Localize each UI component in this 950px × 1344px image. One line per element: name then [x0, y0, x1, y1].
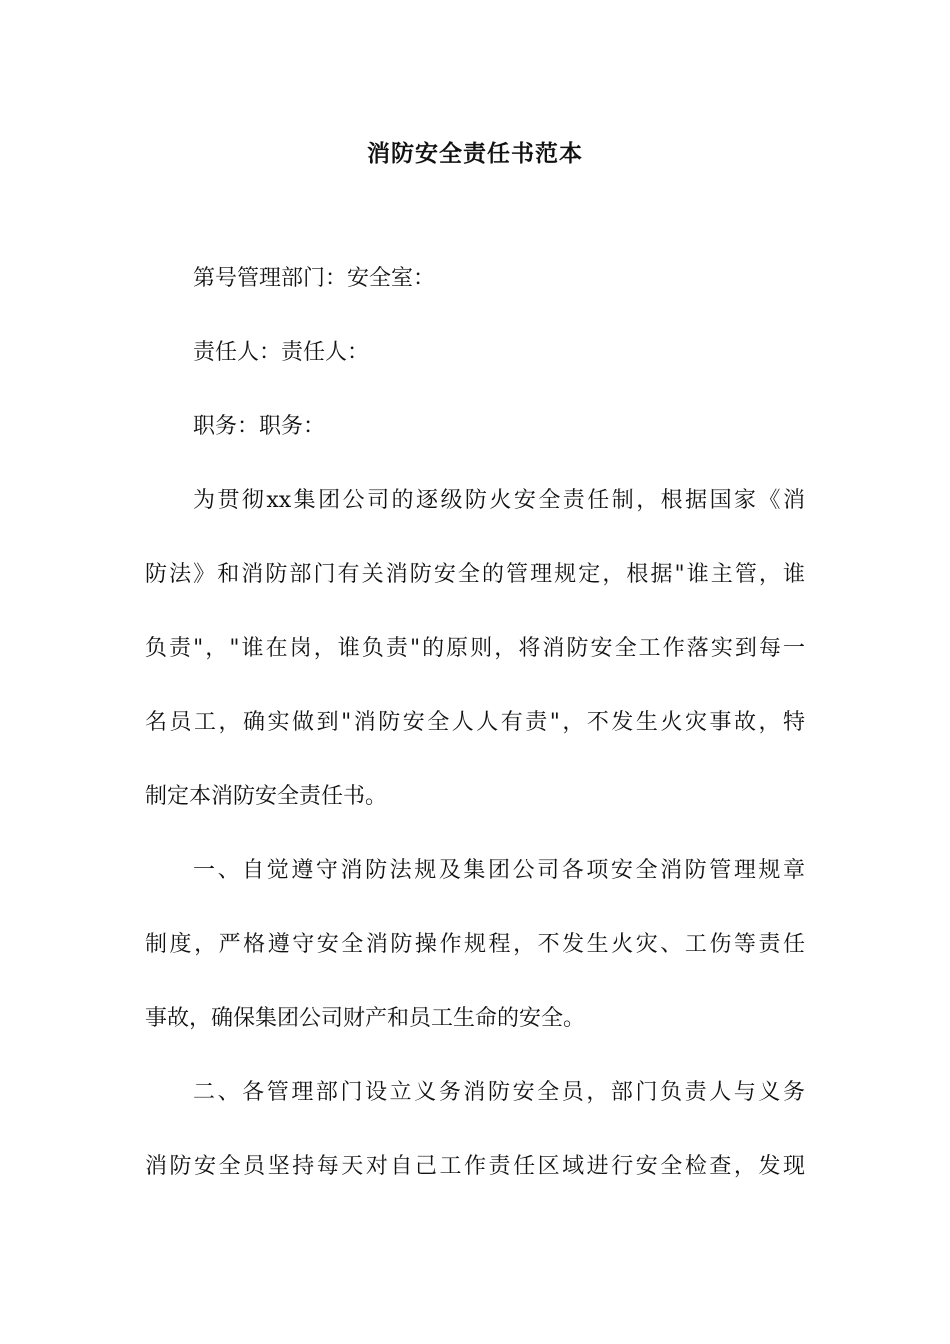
paragraph-2-line-1: 一、自觉遵守消防法规及集团公司各项安全消防管理规章 — [193, 858, 805, 883]
paragraph-3-line-2: 消防安全员坚持每天对自己工作责任区域进行安全检查，发现 — [145, 1154, 805, 1179]
department-field: 第号管理部门：安全室： — [193, 266, 436, 291]
position-field: 职务：职务： — [193, 414, 326, 439]
paragraph-2-line-3: 事故，确保集团公司财产和员工生命的安全。 — [145, 1006, 586, 1031]
paragraph-1-line-3: 负责"，"谁在岗，谁负责"的原则，将消防安全工作落实到每一 — [145, 636, 805, 661]
paragraph-3-line-1: 二、各管理部门设立义务消防安全员，部门负责人与义务 — [193, 1080, 805, 1105]
paragraph-1-line-5: 制定本消防安全责任书。 — [145, 784, 388, 809]
paragraph-1-line-4: 名员工，确实做到"消防安全人人有责"，不发生火灾事故，特 — [145, 710, 805, 735]
responsible-person-field: 责任人：责任人： — [193, 340, 370, 365]
paragraph-1-line-2: 防法》和消防部门有关消防安全的管理规定，根据"谁主管，谁 — [145, 562, 805, 587]
paragraph-2-line-2: 制度，严格遵守安全消防操作规程，不发生火灾、工伤等责任 — [145, 932, 805, 957]
document-title: 消防安全责任书范本 — [367, 140, 583, 167]
paragraph-1-line-1: 为贯彻xx集团公司的逐级防火安全责任制，根据国家《消 — [193, 488, 805, 513]
